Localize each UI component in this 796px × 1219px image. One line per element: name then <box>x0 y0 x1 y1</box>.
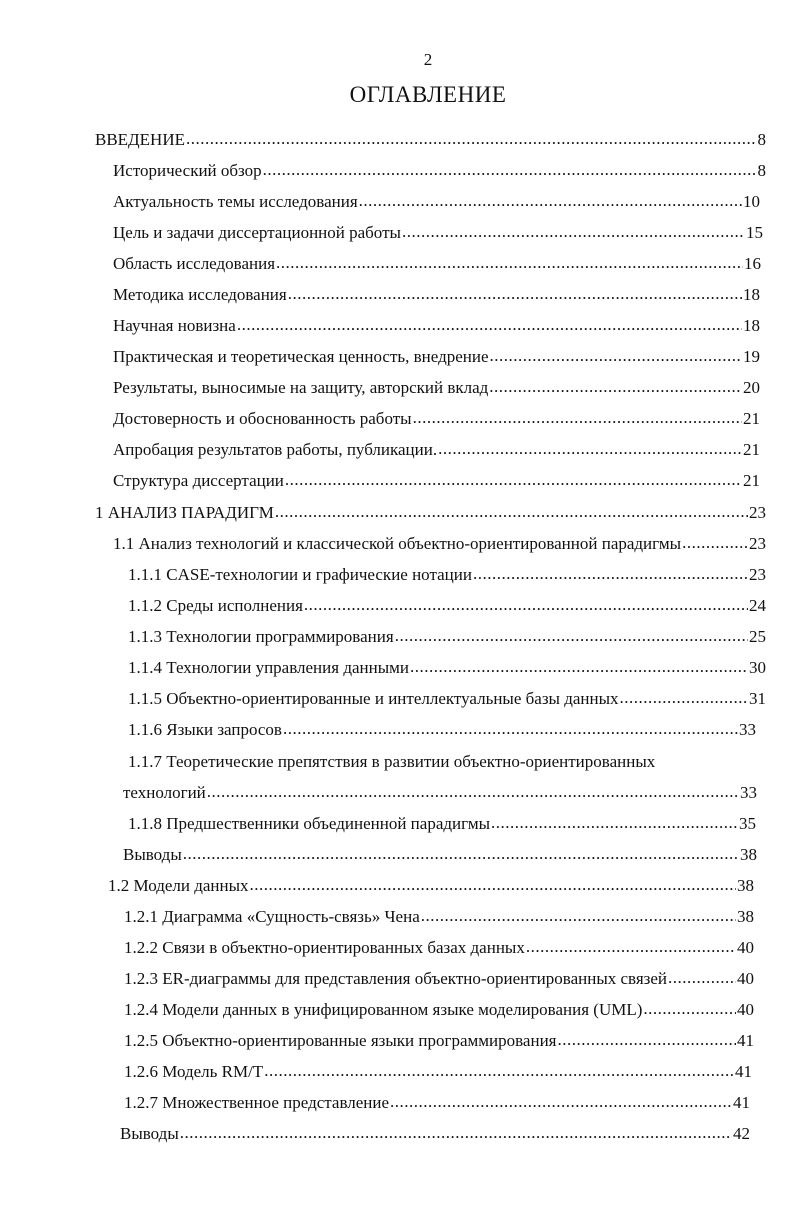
toc-entry-label: 1.2.6 Модель RM/T <box>124 1062 264 1081</box>
toc-entry-page: 24 <box>749 596 766 615</box>
toc-entry-label: 1.1.4 Технологии управления данными <box>128 658 409 677</box>
toc-entry-page: 16 <box>744 254 761 273</box>
toc-entry <box>113 253 761 275</box>
toc-entry-introduction <box>95 129 766 151</box>
toc-entry-label: 1.1.2 Среды исполнения <box>128 596 303 615</box>
toc-entry-label: 1.1.3 Технологии программирования <box>128 627 394 646</box>
toc-entry-label: Область исследования <box>113 254 276 273</box>
toc-entry-label: Выводы <box>120 1124 179 1143</box>
toc-entry <box>120 1123 750 1145</box>
toc-entry-label: 1.1.6 Языки запросов <box>128 720 282 739</box>
toc-entry-page: 21 <box>743 409 760 428</box>
toc-entry-label: 1.2.3 ER-диаграммы для представления объектно-ориентированных связей <box>124 969 668 988</box>
toc-entry <box>113 533 766 555</box>
toc-entry-page: 18 <box>743 316 760 335</box>
toc-entry <box>113 470 760 492</box>
toc-entry-label: Выводы <box>123 845 182 864</box>
toc-entry-page: 23 <box>749 565 766 584</box>
toc-entry <box>123 844 757 866</box>
toc-entry-label: Структура диссертации <box>113 471 284 490</box>
toc-entry-page: 41 <box>737 1031 754 1050</box>
toc-entry-page: 21 <box>743 471 760 490</box>
toc-entry-label: Результаты, выносимые на защиту, авторский вклад <box>113 378 489 397</box>
toc-entry <box>128 688 766 710</box>
toc-entry-page: 41 <box>735 1062 752 1081</box>
toc-entry-page: 40 <box>737 1000 754 1019</box>
toc-entry-label-continued: 1.1.7 Теоретические препятствия в развитии объектно-ориентированных <box>128 752 656 771</box>
toc-entry-page: 41 <box>733 1093 750 1112</box>
toc-entry <box>128 595 766 617</box>
toc-entry-page: 40 <box>737 938 754 957</box>
toc-entry-page: 30 <box>749 658 766 677</box>
toc-entry-page: 23 <box>749 534 766 553</box>
toc-entry-page: 31 <box>749 689 766 708</box>
toc-entry-page: 21 <box>743 440 760 459</box>
toc-entry-page: 38 <box>737 876 754 895</box>
toc-entry-label: 1.2.5 Объектно-ориентированные языки программирования <box>124 1031 557 1050</box>
toc-entry-page: 40 <box>737 969 754 988</box>
toc-entry <box>123 782 757 804</box>
toc-entry-label: ВВЕДЕНИЕ <box>95 130 185 149</box>
toc-entry-label: технологий <box>123 783 206 802</box>
toc-entry-label: 1.2 Модели данных <box>108 876 249 895</box>
toc-entry-chapter-1 <box>95 502 766 524</box>
toc-entry <box>124 937 754 959</box>
page-title: ОГЛАВЛЕНИЕ <box>349 82 507 107</box>
toc-entry <box>113 222 763 244</box>
toc-entry-label: Актуальность темы исследования <box>113 192 358 211</box>
toc-entry-label: Исторический обзор <box>113 161 262 180</box>
toc-entry-page: 8 <box>757 161 766 180</box>
toc-entry-label: 1.1.5 Объектно-ориентированные и интеллектуальные базы данных <box>128 689 619 708</box>
toc-entry-label: 1.1 Анализ технологий и классической объектно-ориентированной парадигмы <box>113 534 682 553</box>
toc-entry <box>124 1061 752 1083</box>
toc-entry-page: 38 <box>740 845 757 864</box>
toc-entry-label: 1.2.7 Множественное представление <box>124 1093 390 1112</box>
toc-entry-label: 1.2.4 Модели данных в унифицированном языке моделирования (UML) <box>124 1000 643 1019</box>
toc-entry <box>113 160 766 182</box>
toc-entry-page: 35 <box>739 814 756 833</box>
toc-entry <box>128 564 766 586</box>
toc-entry-label: 1.2.1 Диаграмма «Сущность-связь» Чена <box>124 907 420 926</box>
page-number: 2 <box>423 50 433 69</box>
toc-entry-page: 38 <box>737 907 754 926</box>
toc-entry <box>113 346 760 368</box>
toc-entry-page: 25 <box>749 627 766 646</box>
toc-entry-label: 1.1.1 CASE-технологии и графические нотации <box>128 565 472 584</box>
toc-entry-label: Достоверность и обоснованность работы <box>113 409 412 428</box>
toc-entry-page: 15 <box>746 223 763 242</box>
toc-entry-page: 18 <box>743 285 760 304</box>
toc-entry-page: 8 <box>757 130 766 149</box>
toc-entry-page: 20 <box>743 378 760 397</box>
toc-entry <box>128 657 766 679</box>
toc-entry-label: 1.1.8 Предшественники объединенной парадигмы <box>128 814 491 833</box>
toc-entry-label: 1 АНАЛИЗ ПАРАДИГМ <box>95 503 274 522</box>
toc-entry <box>124 999 754 1021</box>
toc-entry-label: Методика исследования <box>113 285 287 304</box>
toc-entry-page: 10 <box>743 192 760 211</box>
toc-entry <box>108 875 754 897</box>
toc-entry <box>113 284 760 306</box>
toc-entry <box>128 626 766 648</box>
toc-entry-page: 33 <box>739 720 756 739</box>
toc-entry-label: Апробация результатов работы, публикации. <box>113 440 438 459</box>
toc-entry-label: Цель и задачи диссертационной работы <box>113 223 401 242</box>
toc-entry-label: 1.2.2 Связи в объектно-ориентированных базах данных <box>124 938 525 957</box>
toc-entry <box>128 813 756 835</box>
toc-entry-page: 42 <box>733 1124 750 1143</box>
toc-entry-page: 33 <box>740 783 757 802</box>
toc-entry <box>124 906 754 928</box>
toc-entry <box>124 968 754 990</box>
toc-entry <box>113 408 760 430</box>
toc-entry-label: Практическая и теоретическая ценность, внедрение <box>113 347 489 366</box>
toc-entry <box>128 719 756 741</box>
toc-entry <box>113 439 760 461</box>
toc-entry-page: 23 <box>749 503 766 522</box>
toc-entry <box>113 377 760 399</box>
toc-entry <box>124 1030 754 1052</box>
toc-entry-label: Научная новизна <box>113 316 236 335</box>
toc-entry <box>113 315 760 337</box>
toc-entry <box>113 191 760 213</box>
toc-entry-page: 19 <box>743 347 760 366</box>
toc-entry <box>124 1092 750 1114</box>
